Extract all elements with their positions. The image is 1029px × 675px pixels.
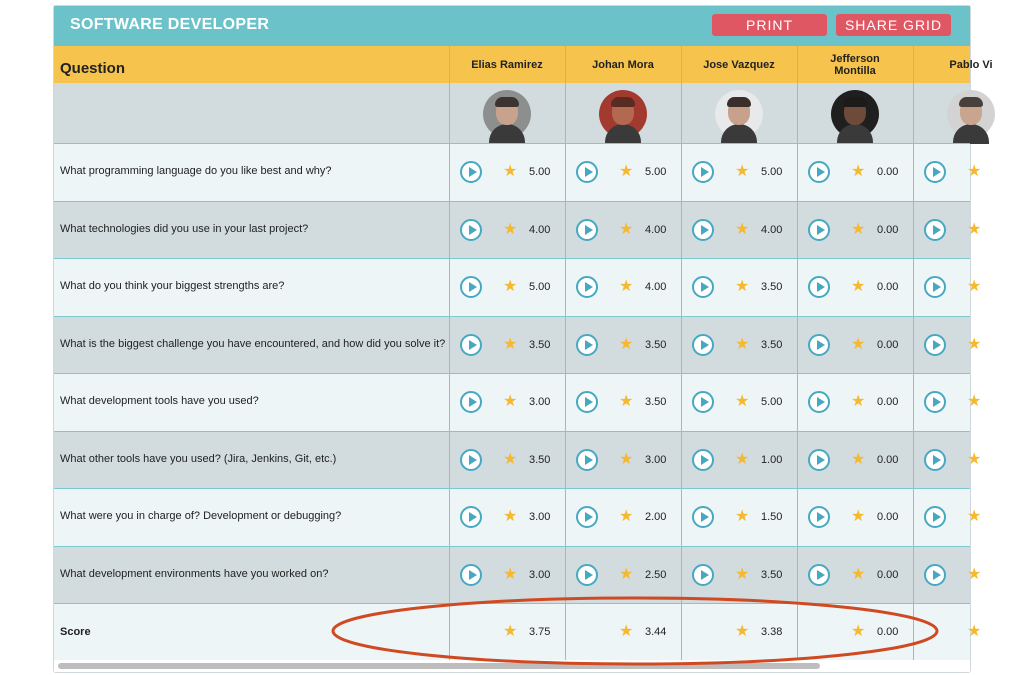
play-icon[interactable] <box>692 219 714 241</box>
play-icon[interactable] <box>692 564 714 586</box>
play-icon[interactable] <box>808 506 830 528</box>
top-bar <box>54 6 970 46</box>
question-row <box>54 546 982 604</box>
rating-value: 5.00 <box>645 166 667 178</box>
star-icon: ★ <box>735 163 750 180</box>
rating-value: 0.00 <box>877 166 899 178</box>
play-icon[interactable] <box>576 161 598 183</box>
candidate-avatar <box>947 90 995 138</box>
rating-value: 0.00 <box>877 223 899 236</box>
rating-value: 4.00 <box>529 223 551 236</box>
candidate-avatar <box>599 90 647 138</box>
candidate-avatar <box>483 90 531 138</box>
rating-value: 0.00 <box>877 511 899 523</box>
rating-value: 2.50 <box>645 568 667 581</box>
star-icon: ★ <box>735 220 750 238</box>
star-icon: ★ <box>735 335 750 353</box>
rating-value: 0.00 <box>877 396 899 408</box>
star-icon: ★ <box>503 450 518 468</box>
play-icon[interactable] <box>460 449 482 471</box>
star-icon: ★ <box>619 163 634 180</box>
question-text: What is the biggest challenge you have encountered, and how did you solve it? <box>60 337 446 350</box>
rating-value: 3.50 <box>529 453 551 466</box>
question-row <box>54 488 982 546</box>
star-icon: ★ <box>851 623 866 640</box>
total-score-value: 3.44 <box>645 626 667 638</box>
column-divider <box>913 46 914 660</box>
question-text: What were you in charge of? Development or debugging? <box>60 510 342 522</box>
question-column-header: Question <box>60 60 126 77</box>
question-text: What technologies did you use in your last project? <box>60 222 309 235</box>
star-icon: ★ <box>619 623 634 640</box>
star-icon: ★ <box>619 508 634 525</box>
candidate-name: Jose Vazquez <box>703 58 775 71</box>
page-title: SOFTWARE DEVELOPER <box>70 16 270 33</box>
print-button[interactable]: PRINT <box>712 14 827 36</box>
total-score-value: 3.75 <box>529 626 551 638</box>
play-icon[interactable] <box>808 276 830 298</box>
rating-value: 3.00 <box>529 511 551 523</box>
play-icon[interactable] <box>576 564 598 586</box>
star-icon: ★ <box>503 278 518 295</box>
star-icon: ★ <box>503 393 518 410</box>
play-icon[interactable] <box>808 334 830 356</box>
play-icon[interactable] <box>692 506 714 528</box>
play-icon[interactable] <box>692 276 714 298</box>
question-row <box>54 373 982 431</box>
column-divider <box>797 46 798 660</box>
scrollbar-thumb[interactable] <box>58 663 820 669</box>
star-icon: ★ <box>851 220 866 238</box>
rating-value: 4.00 <box>761 223 783 236</box>
play-icon[interactable] <box>460 391 482 413</box>
play-icon[interactable] <box>808 449 830 471</box>
rating-value: 3.00 <box>529 396 551 408</box>
play-icon[interactable] <box>576 506 598 528</box>
play-icon[interactable] <box>808 391 830 413</box>
star-icon: ★ <box>503 220 518 238</box>
play-icon[interactable] <box>692 449 714 471</box>
rating-value: 0.00 <box>877 281 899 293</box>
play-icon[interactable] <box>924 334 946 356</box>
star-icon: ★ <box>503 508 518 525</box>
play-icon[interactable] <box>924 219 946 241</box>
play-icon[interactable] <box>924 506 946 528</box>
rating-value: 1.50 <box>761 511 783 523</box>
score-row <box>54 603 982 661</box>
question-row <box>54 143 982 201</box>
rating-value: 3.50 <box>761 338 783 351</box>
star-icon: ★ <box>619 393 634 410</box>
star-icon: ★ <box>503 335 518 353</box>
question-row <box>54 316 982 374</box>
star-icon: ★ <box>967 278 982 295</box>
play-icon[interactable] <box>808 564 830 586</box>
play-icon[interactable] <box>460 564 482 586</box>
rating-value: 5.00 <box>761 396 783 408</box>
play-icon[interactable] <box>692 391 714 413</box>
candidate-name: Jefferson Montilla <box>830 52 880 77</box>
play-icon[interactable] <box>808 161 830 183</box>
star-icon: ★ <box>619 335 634 353</box>
question-row <box>54 258 982 316</box>
play-icon[interactable] <box>460 276 482 298</box>
rating-value: 3.50 <box>761 281 783 293</box>
column-divider <box>565 46 566 660</box>
score-label: Score <box>60 626 91 638</box>
rating-value: 0.00 <box>877 338 899 351</box>
column-divider <box>449 46 450 660</box>
star-icon: ★ <box>503 623 518 640</box>
star-icon: ★ <box>967 623 982 640</box>
play-icon[interactable] <box>460 334 482 356</box>
star-icon: ★ <box>851 393 866 410</box>
candidate-name: Johan Mora <box>592 58 654 71</box>
play-icon[interactable] <box>460 161 482 183</box>
star-icon: ★ <box>851 565 866 583</box>
star-icon: ★ <box>503 163 518 180</box>
play-icon[interactable] <box>576 219 598 241</box>
play-icon[interactable] <box>576 276 598 298</box>
star-icon: ★ <box>735 508 750 525</box>
question-text: What other tools have you used? (Jira, Jenkins, Git, etc.) <box>60 452 337 465</box>
question-text: What do you think your biggest strengths are? <box>60 280 285 292</box>
total-score-value: 0.00 <box>877 626 899 638</box>
avatar-row <box>54 83 970 143</box>
star-icon: ★ <box>619 450 634 468</box>
star-icon: ★ <box>851 335 866 353</box>
star-icon: ★ <box>735 565 750 583</box>
candidate-avatar <box>715 90 763 138</box>
star-icon: ★ <box>851 508 866 525</box>
question-row <box>54 431 982 489</box>
star-icon: ★ <box>851 278 866 295</box>
question-text: What programming language do you like best and why? <box>60 165 332 177</box>
rating-value: 5.00 <box>529 281 551 293</box>
play-icon[interactable] <box>924 449 946 471</box>
play-icon[interactable] <box>924 276 946 298</box>
scoring-grid <box>54 46 993 660</box>
play-icon[interactable] <box>692 161 714 183</box>
rating-value: 4.00 <box>645 281 667 293</box>
rating-value: 3.50 <box>645 396 667 408</box>
column-divider <box>681 46 682 660</box>
star-icon: ★ <box>619 565 634 583</box>
rating-value: 3.50 <box>761 568 783 581</box>
play-icon[interactable] <box>924 161 946 183</box>
candidate-avatar <box>831 90 879 138</box>
play-icon[interactable] <box>576 449 598 471</box>
rating-value: 3.00 <box>645 453 667 466</box>
rating-value: 3.50 <box>645 338 667 351</box>
question-text: What development environments have you worked on? <box>60 567 329 580</box>
rating-value: 1.00 <box>761 453 783 466</box>
play-icon[interactable] <box>576 334 598 356</box>
star-icon: ★ <box>967 450 982 468</box>
play-icon[interactable] <box>460 506 482 528</box>
play-icon[interactable] <box>576 391 598 413</box>
play-icon[interactable] <box>924 564 946 586</box>
play-icon[interactable] <box>808 219 830 241</box>
star-icon: ★ <box>851 450 866 468</box>
candidate-name: Pablo Vi <box>949 58 993 71</box>
total-score-value: 3.38 <box>761 626 783 638</box>
star-icon: ★ <box>619 278 634 295</box>
star-icon: ★ <box>967 163 982 180</box>
rating-value: 3.50 <box>529 338 551 351</box>
rating-value: 2.00 <box>645 511 667 523</box>
star-icon: ★ <box>967 508 982 525</box>
star-icon: ★ <box>735 393 750 410</box>
star-icon: ★ <box>851 163 866 180</box>
rating-value: 0.00 <box>877 453 899 466</box>
candidate-name: Elias Ramirez <box>471 58 543 71</box>
rating-value: 4.00 <box>645 223 667 236</box>
rating-value: 3.00 <box>529 568 551 581</box>
share-grid-button[interactable]: SHARE GRID <box>836 14 951 36</box>
star-icon: ★ <box>967 565 982 583</box>
grid-window <box>53 5 993 673</box>
star-icon: ★ <box>735 623 750 640</box>
star-icon: ★ <box>619 220 634 238</box>
rating-value: 5.00 <box>761 166 783 178</box>
star-icon: ★ <box>735 450 750 468</box>
question-row <box>54 201 982 259</box>
horizontal-scrollbar[interactable] <box>54 660 970 672</box>
star-icon: ★ <box>735 278 750 295</box>
rating-value: 5.00 <box>529 166 551 178</box>
star-icon: ★ <box>967 220 982 238</box>
star-icon: ★ <box>503 565 518 583</box>
play-icon[interactable] <box>924 391 946 413</box>
play-icon[interactable] <box>692 334 714 356</box>
star-icon: ★ <box>967 393 982 410</box>
play-icon[interactable] <box>460 219 482 241</box>
header-row <box>54 46 993 83</box>
rating-value: 0.00 <box>877 568 899 581</box>
question-text: What development tools have you used? <box>60 395 259 407</box>
star-icon: ★ <box>967 335 982 353</box>
